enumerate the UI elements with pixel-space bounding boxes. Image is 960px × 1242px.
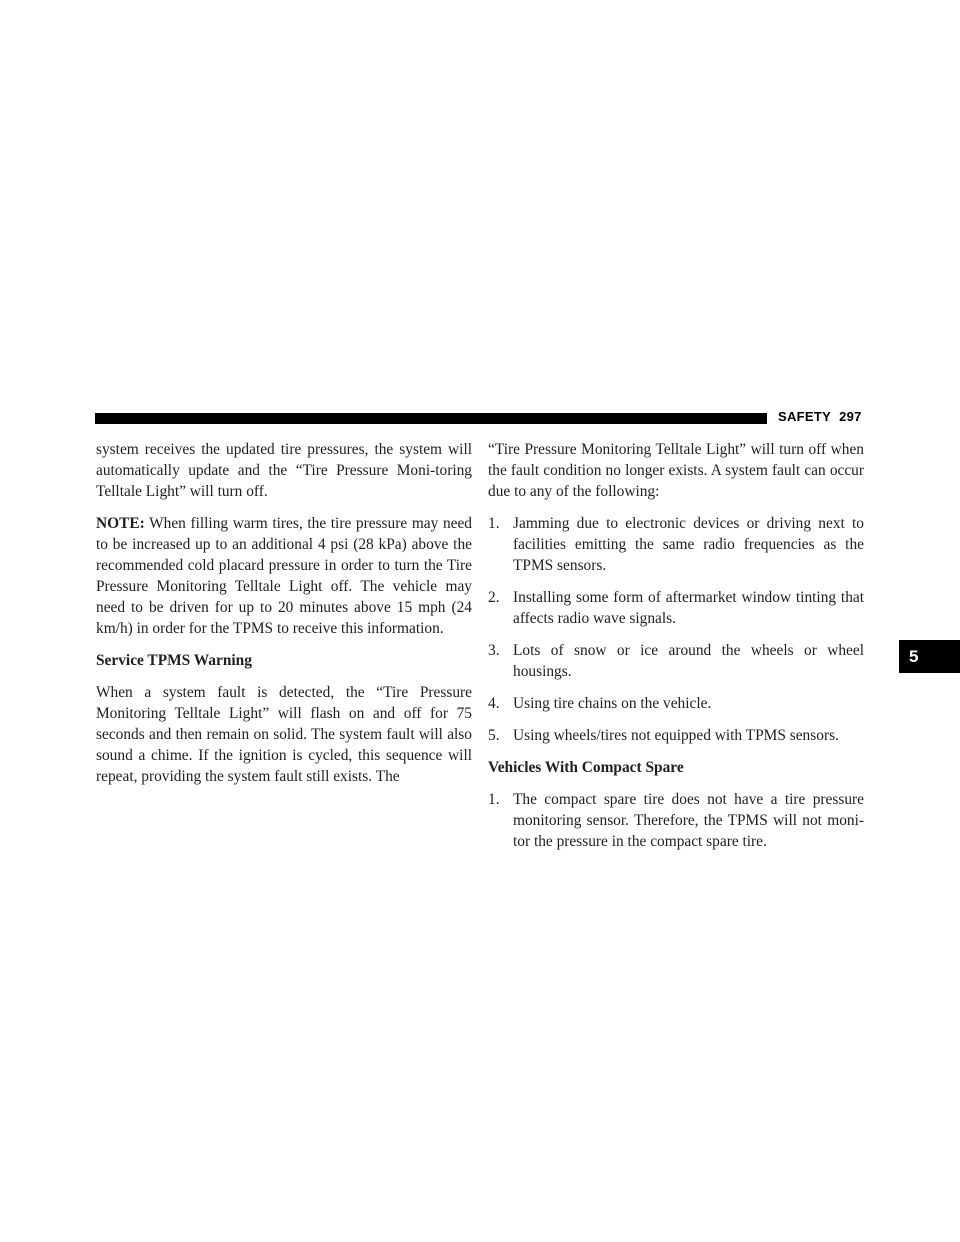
list-number: 3. — [488, 642, 500, 659]
chapter-tab: 5 — [899, 640, 960, 673]
list-text: Jamming due to electronic devices or driving next to facilities emitting the same radio frequencies as the TPMS sensors. — [513, 515, 864, 574]
continuation-paragraph: system receives the updated tire pressures, the system will automatically update and the “Tire Pressure Moni-toring Telltale Light” will turn off. — [96, 441, 472, 500]
section-title: SAFETY — [778, 409, 832, 424]
list-number: 1. — [488, 515, 500, 532]
fault-description-paragraph: When a system fault is detected, the “Tire Pressure Monitoring Telltale Light” will flash on and off for 75 seconds and then remain on solid. The system fault will also sound a chime. If the ignition is cycled, this sequence will repeat, providing the system fault still exists. The — [96, 684, 472, 785]
fault-list-item — [488, 693, 864, 714]
header-rule — [95, 413, 767, 424]
left-column — [96, 439, 472, 798]
note-paragraph — [96, 513, 472, 639]
fault-list-item — [488, 513, 864, 576]
list-number: 1. — [488, 791, 500, 808]
list-text: Using tire chains on the vehicle. — [513, 695, 712, 712]
note-label: NOTE: — [96, 515, 145, 532]
fault-list-item — [488, 587, 864, 629]
running-head — [778, 409, 862, 424]
list-number: 2. — [488, 589, 500, 606]
list-number: 5. — [488, 727, 500, 744]
list-text: Lots of snow or ice around the wheels or wheel housings. — [513, 642, 864, 680]
note-text: When filling warm tires, the tire pressure may need to be increased up to an additional 4 psi (28 kPa) above the recommended cold placard pressure in order to turn the Tire Pressure Monitoring Telltale Light off. The vehicle may need to be driven for up to 20 minutes above 15 mph (24 km/h) in order for the TPMS to receive this information. — [96, 515, 472, 637]
list-text: Using wheels/tires not equipped with TPMS sensors. — [513, 727, 839, 744]
list-text: The compact spare tire does not have a tire pressure monitoring sensor. Therefore, the TPMS will not moni-tor the pressure in the compact spare tire. — [513, 791, 864, 850]
list-text: Installing some form of aftermarket window tinting that affects radio wave signals. — [513, 589, 864, 627]
fault-list-item — [488, 725, 864, 746]
list-number: 4. — [488, 695, 500, 712]
fault-list-item — [488, 640, 864, 682]
section-heading-service-tpms: Service TPMS Warning — [96, 652, 252, 669]
spare-list-item — [488, 789, 864, 852]
page-number: 297 — [839, 409, 862, 424]
right-column — [488, 439, 864, 863]
fault-continuation-paragraph: “Tire Pressure Monitoring Telltale Light” will turn off when the fault condition no longer exists. A system fault can occur due to any of the following: — [488, 441, 864, 500]
section-heading-compact-spare: Vehicles With Compact Spare — [488, 759, 684, 776]
